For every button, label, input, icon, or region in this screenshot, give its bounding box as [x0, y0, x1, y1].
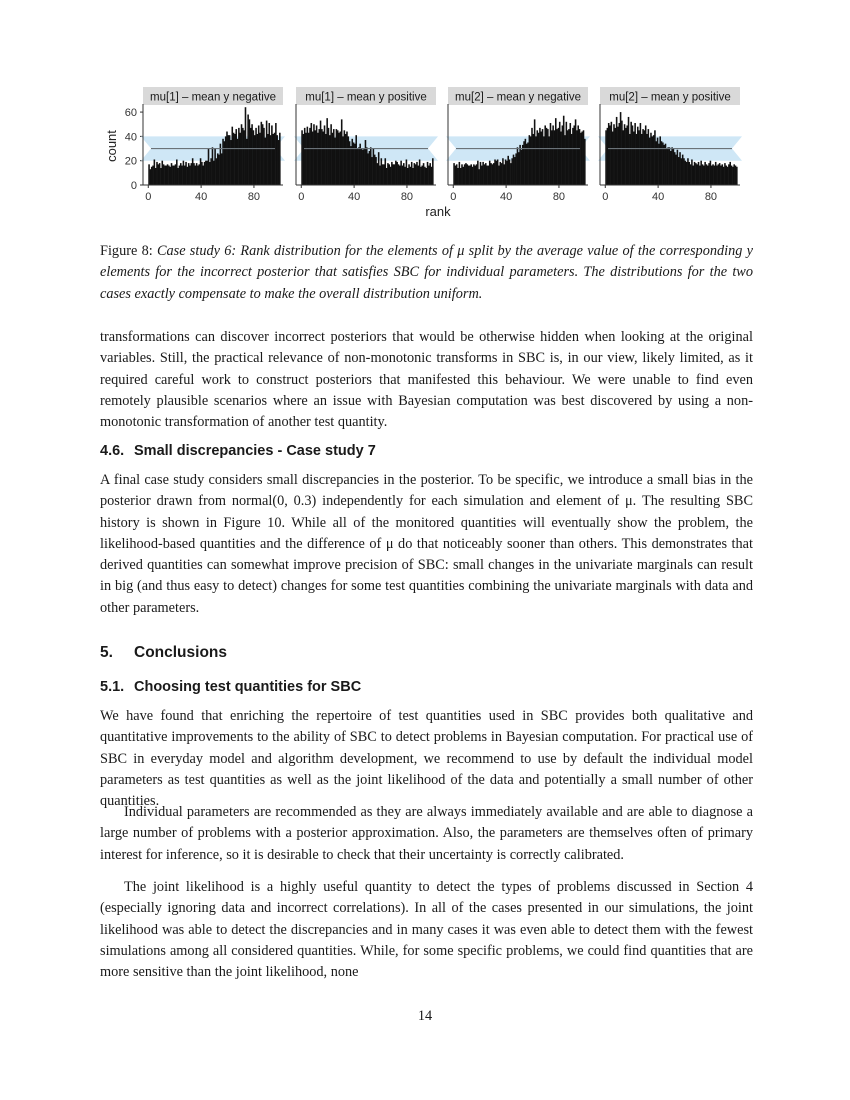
facet-strip-label: mu[1] – mean y negative [150, 91, 276, 104]
facet-strip-label: mu[2] – mean y negative [455, 91, 581, 104]
paragraph-individual-parameters: Individual parameters are recommended as they are always immediately available and are able to diagnose a large number of problems with a posterior approximation. Also, the parameters are themselves often of primary interest for inference, so it is desirable to check that their uncertainty is correctly calibrated. [100, 804, 753, 863]
histogram-bar [432, 158, 434, 185]
section-title: Choosing test quantities for SBC [134, 679, 362, 695]
paragraph-joint-likelihood: The joint likelihood is a highly useful quantity to detect the types of problems discussed in Section 4 (especially ignoring data and incorrect correlations). In all of the cases presented in our simulations, the joint likelihood was able to detect the discrepancies and in many cases it was even able to detect them with the fewest simulations among all considered quantities. While, for some specific problems, we could find quantities that are more sensitive than the joint likelihood, none [100, 879, 753, 981]
figure-caption-label: Figure 8: [100, 243, 153, 259]
x-tick-label: 80 [552, 191, 566, 203]
section-heading-4-6 [100, 443, 376, 459]
facet-strip-label: mu[1] – mean y positive [305, 91, 427, 104]
x-tick-label: 40 [499, 191, 513, 203]
histogram-bar [279, 133, 281, 185]
figure-caption [100, 241, 753, 305]
facet-strip-label: mu[2] – mean y positive [609, 91, 731, 104]
figure-caption-text: Case study 6: Rank distribution for the elements of μ split by the average value of the corresponding y elements for the incorrect posterior that satisfies SBC for individual parameters. The distributions for the two cases exactly compensate to make the overall distribution uniform. [100, 243, 753, 302]
facet-panel [598, 87, 742, 203]
section-number: 4.6. [100, 443, 125, 459]
facet-panel [446, 87, 590, 203]
paragraph-choosing-quantities: We have found that enriching the repertoire of test quantities used in SBC provides both qualitative and quantitative improvements to the ability of SBC to detect problems in Bayesian computation. For practical use of SBC in everyday model and algorithm development, we recommend to use by default the individual model parameters as test quantities as well as the joint likelihood of the data and potentially a small number of other quantities. [100, 708, 753, 810]
section-title: Conclusions [134, 644, 228, 661]
x-axis-label: rank [425, 204, 451, 219]
y-tick-label: 20 [124, 155, 137, 168]
x-tick-label: 0 [298, 191, 305, 203]
x-tick-label: 80 [704, 191, 718, 203]
facet-panel [294, 87, 438, 203]
x-tick-label: 0 [602, 191, 609, 203]
histogram-bar [584, 139, 586, 185]
section-title: Small discrepancies - Case study 7 [134, 443, 376, 459]
x-tick-label: 0 [450, 191, 457, 203]
y-tick-label: 40 [124, 131, 137, 144]
facet-panel [141, 87, 285, 203]
x-tick-label: 40 [347, 191, 361, 203]
section-number: 5. [100, 644, 113, 661]
y-tick-label: 60 [124, 107, 137, 120]
paragraph-transformations: transformations can discover incorrect posteriors that would be otherwise hidden when looking at the original variables. Still, the practical relevance of non-monotonic transforms in SBC is, in our view, likely limited, as it required careful work to construct posteriors that manifested this behaviour. We were unable to find even remotely plausible scenarios where an issue with Bayesian computation was best discovered by using a non-monotonic transformation of another test quantity. [100, 329, 753, 431]
y-axis-label: count [104, 130, 119, 162]
histogram-bar [736, 167, 738, 185]
rank-histogram-figure [0, 0, 850, 235]
y-tick-label: 0 [130, 180, 137, 192]
x-tick-label: 40 [651, 191, 665, 203]
page-number: 14 [417, 1008, 433, 1024]
x-tick-label: 80 [247, 191, 261, 203]
x-tick-label: 0 [145, 191, 152, 203]
section-number: 5.1. [100, 679, 125, 695]
x-tick-label: 40 [194, 191, 208, 203]
x-tick-label: 80 [400, 191, 414, 203]
section-heading-5 [100, 644, 227, 662]
section-heading-5-1 [100, 679, 361, 695]
paragraph-small-discrepancies: A final case study considers small discrepancies in the posterior. To be specific, we introduce a small bias in the posterior drawn from normal(0, 0.3) independently for each simulation and element of μ. The resulting SBC history is shown in Figure 10. While all of the monitored quantities will eventually show the problem, the likelihood-based quantities and the difference of μ do that noticeably sooner than others. This demonstrates that derived quantities can somewhat improve precision of SBC: small changes in the univariate marginals can result in big (and thus easy to detect) changes for some test quantities combining the univariate marginals with data and other parameters. [100, 472, 753, 616]
